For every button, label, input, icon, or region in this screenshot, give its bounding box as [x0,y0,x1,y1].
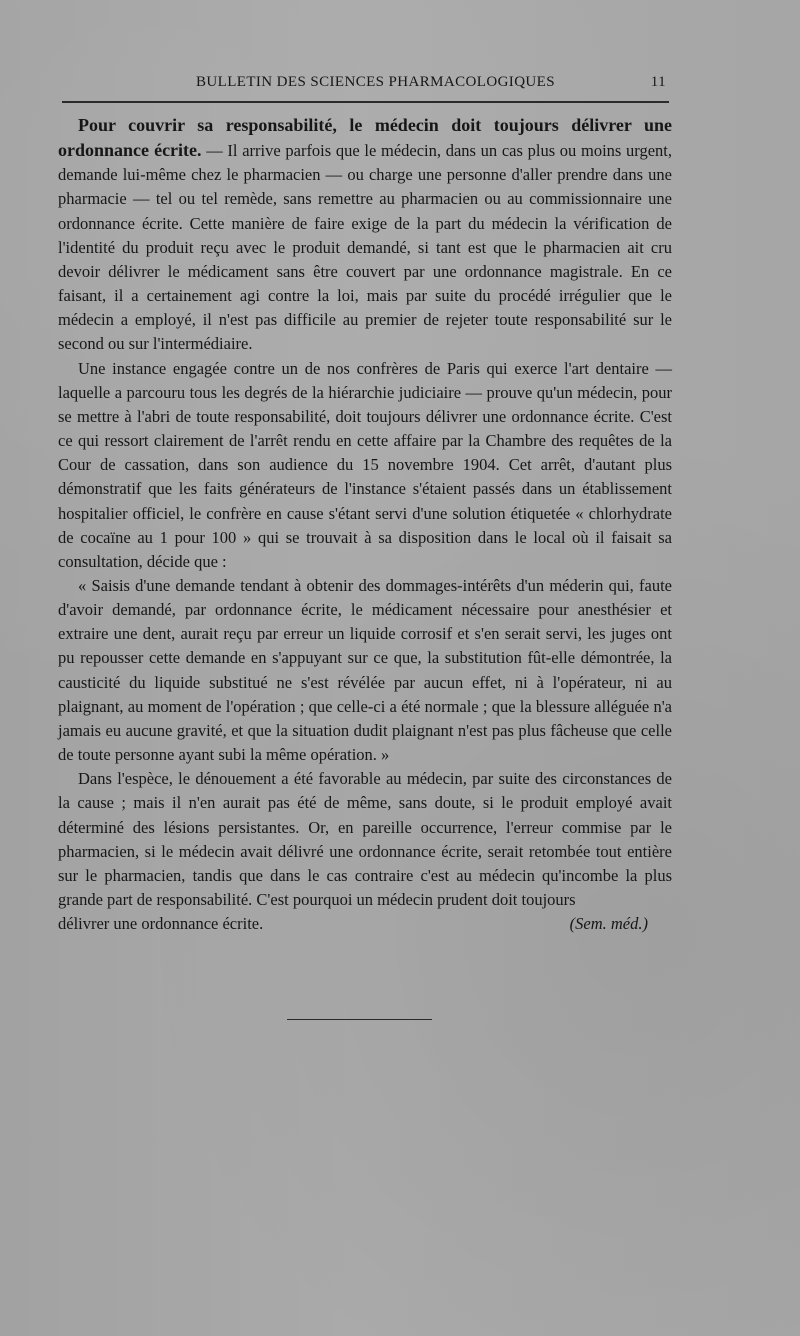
source-citation: (Sem. méd.) [569,914,648,934]
running-header [196,74,666,96]
closing-line [58,912,672,936]
journal-title: BULLETIN DES SCIENCES PHARMACOLOGIQUES [196,74,555,90]
section-end-rule [287,1019,432,1020]
article-body [58,113,672,936]
paragraph-2: Une instance engagée contre un de nos confrères de Paris qui exerce l'art dentaire — laquelle a parcouru tous les degrés de la hiérarchie judiciaire — prouve qu'un médecin, pour se mettre à l'abri de toute responsabilité, doit toujours délivrer une ordonnance écrite. C'est ce qui ressort clairement de l'arrêt rendu en cette affaire par la Chambre des requêtes de la Cour de cassation, dans son audience du 15 novembre 1904. Cet arrêt, d'autant plus démonstratif que les faits générateurs de l'instance s'étaient passés dans un établissement hospitalier officiel, le confrère en cause s'étant servi d'une solution étiquetée « chlorhydrate de cocaïne au 1 pour 100 » qui se trouvait à sa disposition dans le local où il faisait sa consultation, décide que : [58,358,672,571]
paragraph-3-quotation: « Saisis d'une demande tendant à obtenir des dommages-intérêts d'un méderin qui, faute d'avoir demandé, par ordonnance écrite, le médicament nécessaire pour anesthésier et extraire une dent, aurait reçu par erreur un liquide corrosif et s'en serait servi, les juges ont pu repousser cette demande en s'appuyant sur ce que, la substitution fût-elle démontrée, la causticité du liquide substitué ne s'est révélée par aucun effet, ni à l'opérateur, ni au plaignant, au moment de l'opération ; que celle-ci a été normale ; que la blessure alléguée n'a jamais eu aucune gravité, et que la situation dudit plaignant n'est pas plus fâcheuse que celle de toute personne ayant subi la même opération. » [58,575,672,765]
paragraph-1 [58,113,672,357]
paragraph-4-end: délivrer une ordonnance écrite. [58,914,264,934]
header-rule [62,101,669,103]
article-heading: Pour couvrir sa responsabilité, le médecin doit toujours délivrer une ordonnance écrite. [58,115,672,161]
paragraph-1-text: — Il arrive parfois que le médecin, dans un cas plus ou moins urgent, demande lui-même chez le pharmacien — ou charge une personne d'aller prendre dans une pharmacie — tel ou tel remède, sans remettre au pharmacien ou au commissionnaire une ordonnance écrite. Cette manière de faire exige de la part du médecin la vérification de l'identité du produit reçu avec le produit demandé, si tant est que le pharmacien ait cru devoir délivrer le médicament sans être couvert par une ordonnance magistrale. En ce faisant, il a certainement agi contre la loi, mais par suite du procédé irrégulier que le médecin a employé, il n'est pas difficile au premier de rejeter toute responsabilité sur le second ou sur l'intermédiaire. [58,141,673,354]
paragraph-4: Dans l'espèce, le dénouement a été favorable au médecin, par suite des circonstances de la cause ; mais il n'en aurait pas été de même, sans doute, si le produit employé avait déterminé des lésions persistantes. Or, en pareille occurrence, l'erreur commise par le pharmacien, si le médecin avait délivré une ordonnance écrite, serait retombée tout entière sur le pharmacien, tandis que dans le cas contraire c'est au médecin qu'incombe la plus grande part de responsabilité. C'est pourquoi un médecin prudent doit toujours [58,769,672,909]
page-number: 11 [650,74,666,90]
